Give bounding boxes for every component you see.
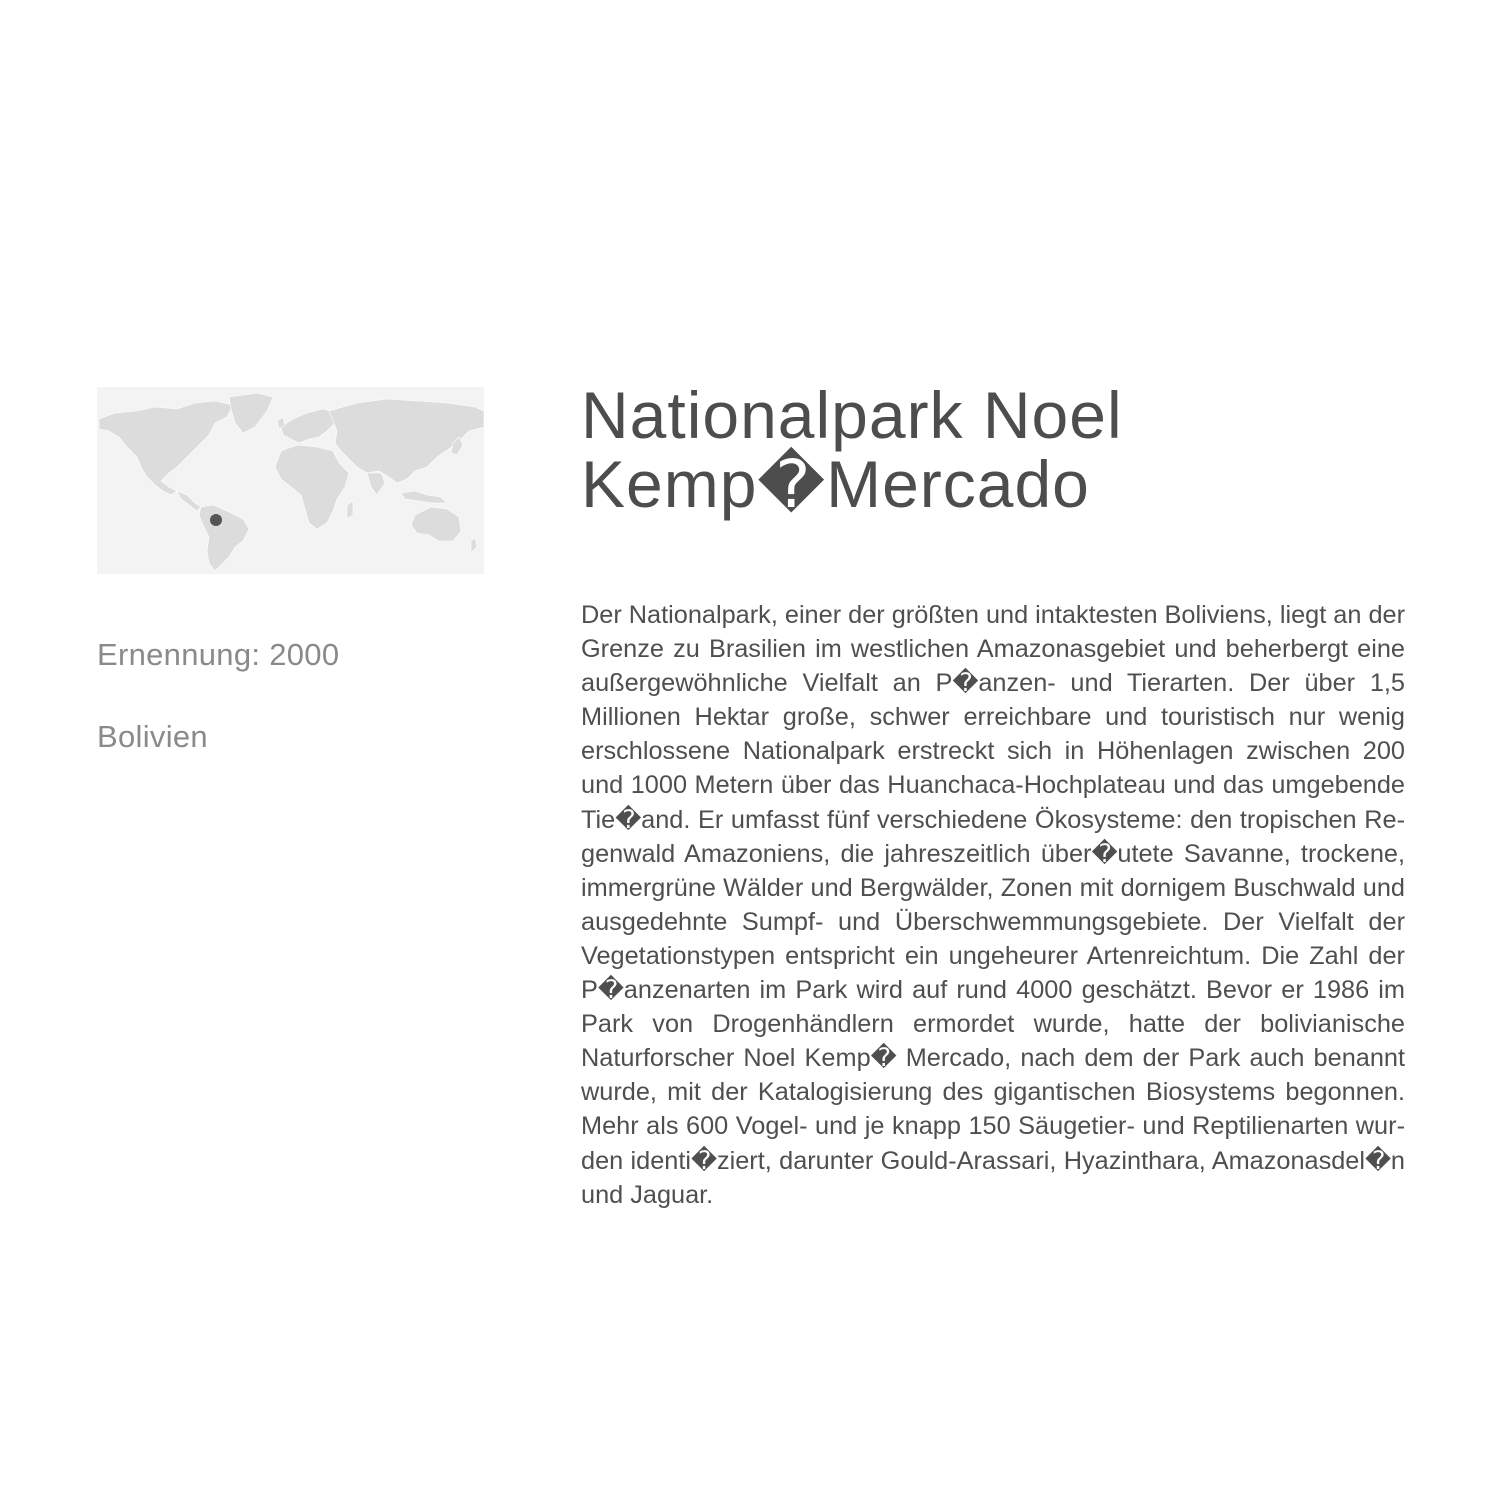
page-title — [581, 378, 1441, 521]
designation-year: Ernennung: 2000 — [97, 637, 340, 672]
description-paragraph: Der Nationalpark, einer der größten und intaktesten Boliviens, liegt an der Grenze zu Brasilien im westlichen Amazonasgebiet und beherbergt eine außergewöhnliche Vielfalt an P�anzen- und Tierarten. Der über 1,5 Millionen Hektar große, schwer erreichbare und touristisch nur wenig erschlossene Nationalpark erstreckt sich in Höhenlagen zwischen 200 und 1000 Metern über das Huanchaca-Hochplateau und das umgebende Tie�and. Er umfasst fünf verschiedene Ökosysteme: den tropischen Regenwald Amazoniens, die jahreszeitlich über�utete Savanne, trockene, immergrüne Wälder und Bergwälder, Zonen mit dornigem Buschwald und ausgedehnte Sumpf- und Überschwemmungsgebiete. Der Vielfalt der Vegetationstypen entspricht ein ungeheurer Artenreichtum. Die Zahl der P�anzenarten im Park wird auf rund 4000 geschätzt. Bevor er 1986 im Park von Drogenhändlern ermordet wurde, hatte der bolivianische Naturforscher Noel Kemp� Mercado, nach dem der Park auch benannt wurde, mit der Katalogisierung des gigantischen Biosystems begonnen. Mehr als 600 Vogel- und je knapp 150 Säugetier- und Reptilienarten wurden identi�ziert, darunter Gould-Arassari, Hyazinthara, Amazonasdel�n und Jaguar. — [581, 601, 1406, 1209]
world-map — [97, 387, 484, 574]
page-title-line-1: Nationalpark Noel — [581, 378, 1123, 452]
country-name: Bolivien — [97, 719, 208, 754]
page-title-line-2: Kemp�Mercado — [581, 447, 1090, 521]
location-marker — [210, 514, 222, 526]
world-map-icon — [97, 387, 484, 574]
